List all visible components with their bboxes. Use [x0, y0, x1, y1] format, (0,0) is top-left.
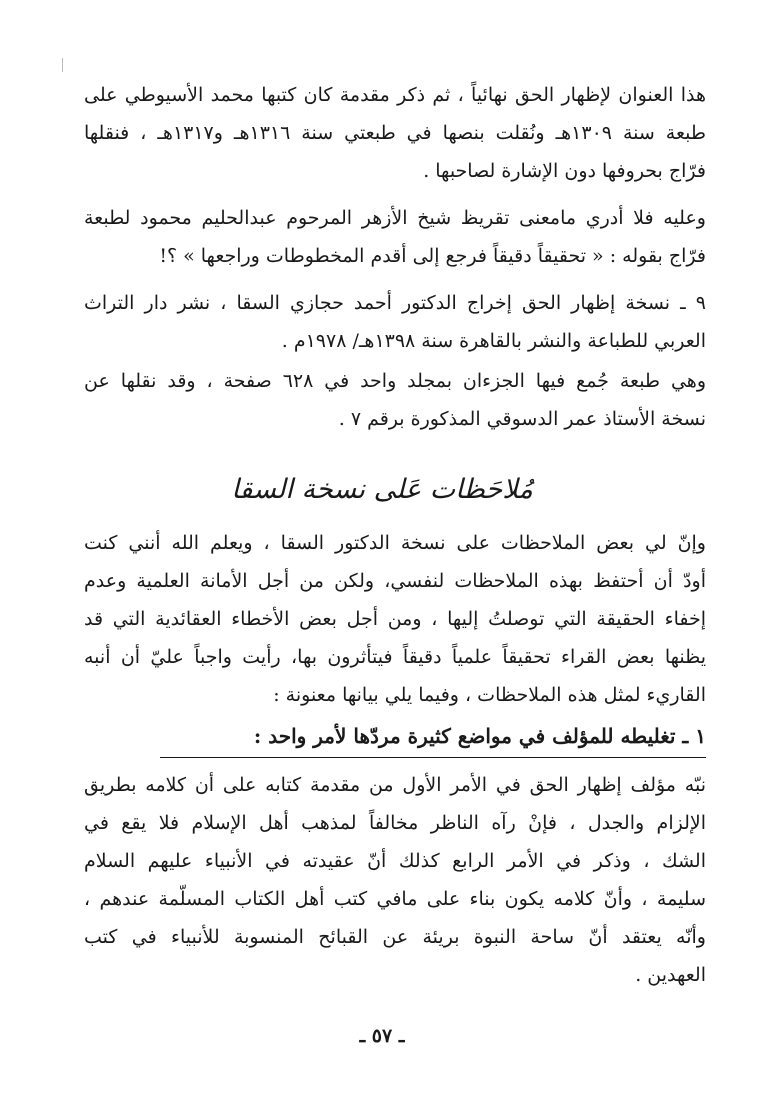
- text-line: سليمة ، وأنّ كلامه يكون بناء على مافي كتب أهل الكتاب المسلّمة عندهم ،: [84, 888, 706, 910]
- text-line: يظنها بعض القراء تحقيقاً علمياً دقيقاً فيتأثرون بها، رأيت واجباً عليّ أن أنبه: [84, 646, 706, 668]
- paragraph-item-9: [84, 284, 706, 360]
- text-line: أودّ أن أحتفظ بهذه الملاحظات لنفسي، ولكن من أجل الأمانة العلمية وعدم: [84, 570, 706, 592]
- text-line: وهي طبعة جُمع فيها الجزءان بمجلد واحد في ٦٢٨ صفحة ، وقد نقلها عن: [84, 370, 707, 392]
- text-line: نسخة الأستاذ عمر الدسوقي المذكورة برقم ٧ .: [338, 408, 706, 430]
- text-line: إخفاء الحقيقة التي توصلتُ إليها ، ومن أجل بعض الأخطاء العقائدية التي قد: [84, 608, 706, 630]
- subheading: ١ ـ تغليطه للمؤلف في مواضع كثيرة مردّها لأمر واحد :: [253, 724, 706, 748]
- text-line: وعليه فلا أدري مامعنى تقريظ شيخ الأزهر المرحوم عبدالحليم محمود لطبعة: [84, 207, 706, 229]
- scan-mark: [62, 58, 63, 72]
- text-line: العهدين .: [635, 964, 706, 986]
- text-line: الإلزام والجدل ، فإنْ رآه الناظر مخالفاً لمذهب أهل الإسلام فلا يقع في: [84, 812, 706, 834]
- text-line: القاريء لمثل هذه الملاحظات ، وفيما يلي بيانها معنونة :: [273, 684, 706, 706]
- text-line: هذا العنوان لإظهار الحق نهائياً ، ثم ذكر مقدمة كان كتبها محمد الأسيوطي على: [84, 84, 706, 106]
- text-line: طبعة سنة ١٣٠٩هـ ونُقلت بنصها في طبعتي سنة ١٣١٦هـ و١٣١٧هـ ، فنقلها: [84, 122, 706, 144]
- text-line: نبّه مؤلف إظهار الحق في الأمر الأول من مقدمة كتابه على أن كلامه بطريق: [84, 774, 706, 796]
- text-line: وإنّ لي بعض الملاحظات على نسخة الدكتور السقا ، ويعلم الله أنني كنت: [84, 532, 706, 554]
- paragraph-1: [84, 76, 706, 190]
- text-line: فرّاج بقوله : « تحقيقاً دقيقاً فرجع إلى أقدم المخطوطات وراجعها » ؟!: [159, 245, 706, 267]
- subheading-underline: [160, 757, 706, 758]
- section-heading: مُلاحَظات عَلى نسخة السقا: [231, 474, 533, 505]
- paragraph-5: [84, 524, 706, 714]
- paragraph-2: [84, 199, 706, 275]
- text-line: وأنّه يعتقد أنّ ساحة النبوة بريئة عن القبائح المنسوبة للأنبياء في كتب: [84, 926, 706, 948]
- page-number: ـ ٥٧ ـ: [359, 1025, 405, 1047]
- paragraph-4: [84, 362, 706, 438]
- text-line: العربي للطباعة والنشر بالقاهرة سنة ١٣٩٨هـ/ ١٩٧٨م .: [281, 330, 706, 352]
- paragraph-6: [84, 766, 706, 994]
- text-line: الشك ، وذكر في الأمر الرابع كذلك أنّ عقيدته في الأنبياء عليهم السلام: [84, 850, 706, 872]
- text-line: فرّاج بحروفها دون الإشارة لصاحبها .: [423, 160, 706, 182]
- text-line: ٩ ـ نسخة إظهار الحق إخراج الدكتور أحمد حجازي السقا ، نشر دار التراث: [84, 292, 706, 314]
